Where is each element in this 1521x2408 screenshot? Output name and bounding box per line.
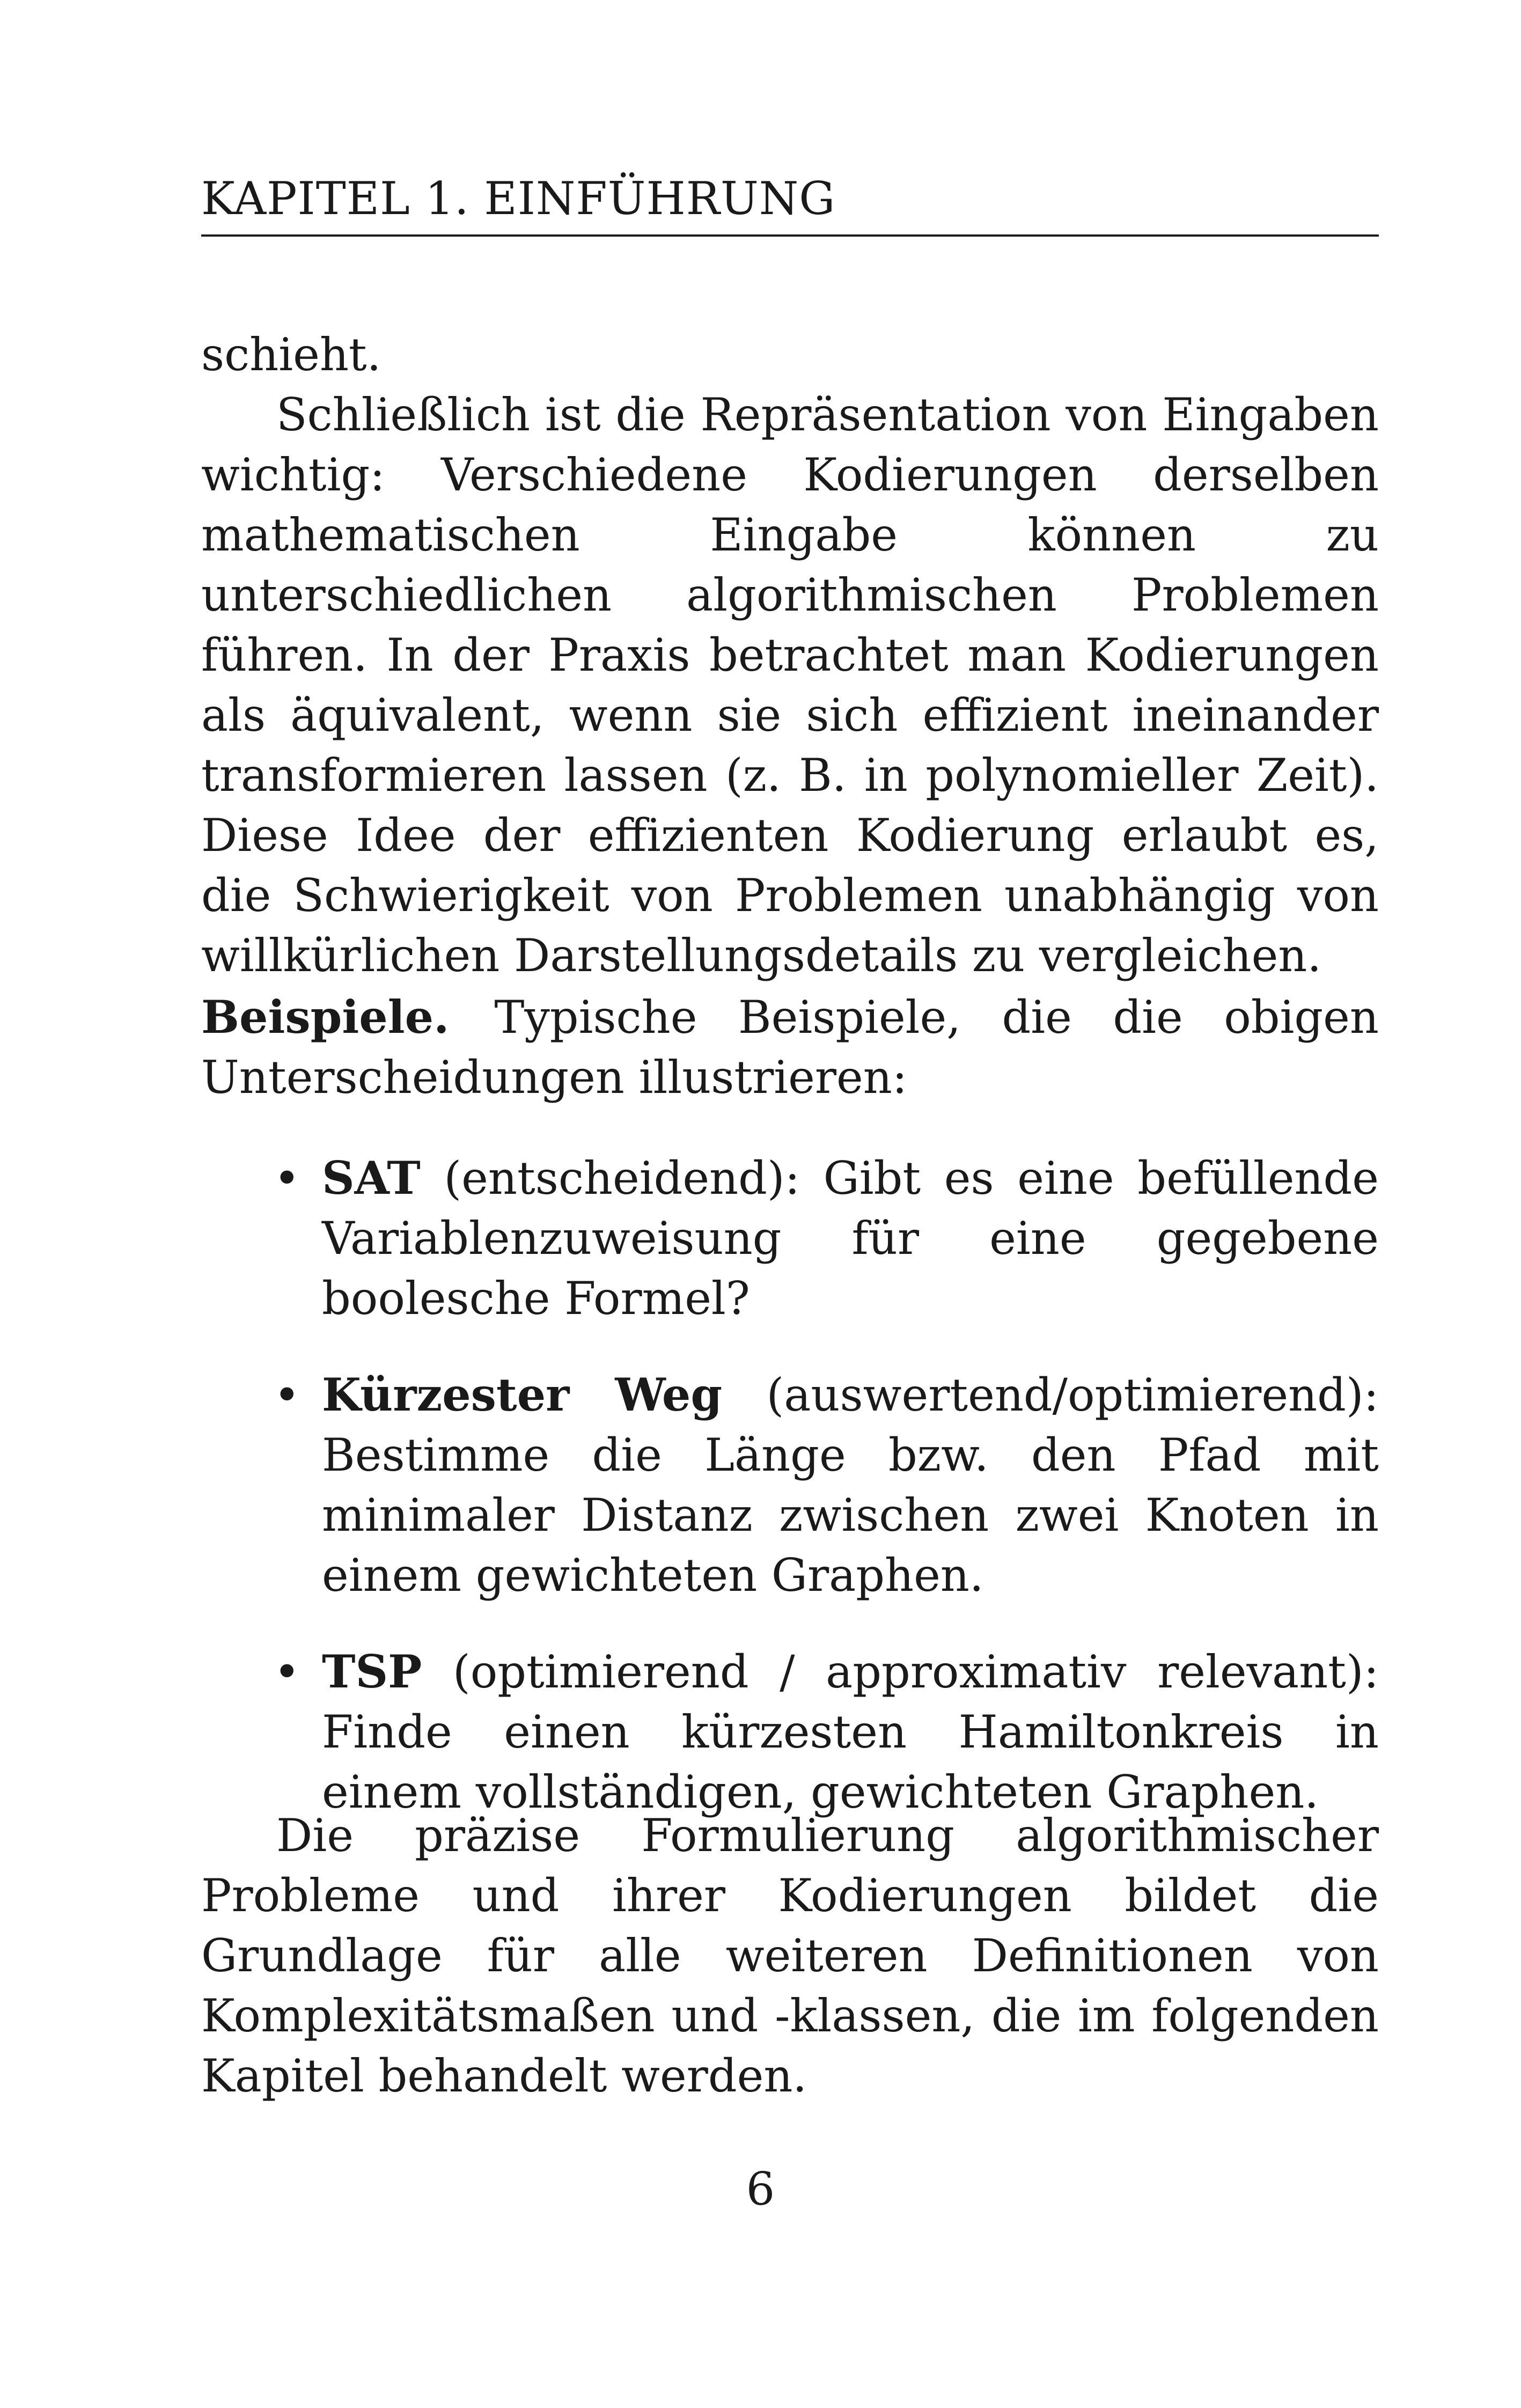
item-text: (auswertend/optimierend): Bestimme die Länge bzw. den Pfad mit minimaler Distanz zwischen zwei Knoten in einem gewichteten Graphen. (322, 1369, 1379, 1602)
body-text-bottom (201, 1805, 1379, 2106)
bullet-icon: • (274, 1152, 300, 1205)
page-number: 6 (746, 2163, 775, 2215)
list-item (201, 1148, 1379, 1328)
bullet-icon: • (274, 1369, 300, 1421)
item-text: (entscheidend): Gibt es eine befüllende Variablenzuweisung für eine gegebene boolesche Formel? (322, 1152, 1379, 1325)
header-rule (201, 234, 1379, 237)
examples-list (201, 1148, 1379, 1859)
examples-intro (201, 987, 1379, 1107)
paragraph-continuation: schieht. (201, 328, 381, 381)
paragraph-representation: Schließlich ist die Repräsentation von Eingaben wichtig: Verschiedene Kodierungen derselben mathematischen Eingabe können zu unterschiedlichen algorithmischen Problemen führen. In der Praxis betrachtet man Kodierungen als äquivalent, wenn sie sich effizient ineinander transformieren lassen (z. B. in polynomieller Zeit). Diese Idee der effizienten Kodierung erlaubt es, die Schwierigkeit von Problemen unabhängig von willkürlichen Darstellungsdetails zu vergleichen. (201, 388, 1379, 982)
item-term: SAT (322, 1151, 421, 1205)
item-text: (optimierend / approximativ relevant): Finde einen kürzesten Hamiltonkreis in einem vollständigen, gewichteten Graphen. (322, 1646, 1379, 1818)
examples-intro-text: Typische Beispiele, die die obigen Unterscheidungen illustrieren: (201, 991, 1379, 1104)
item-term: Kürzester Weg (322, 1368, 723, 1421)
list-item (201, 1365, 1379, 1605)
paragraph-conclusion: Die präzise Formulierung algorithmischer Probleme und ihrer Kodierungen bildet die Grundlage für alle weiteren Definitionen von Komplexitätsmaßen und -klassen, die im folgenden Kapitel behandelt werden. (201, 1809, 1379, 2102)
bullet-icon: • (274, 1646, 300, 1698)
list-item (201, 1642, 1379, 1822)
examples-paragraph (201, 987, 1379, 1107)
examples-heading: Beispiele. (201, 990, 450, 1044)
item-term: TSP (322, 1645, 422, 1698)
running-head: KAPITEL 1. EINFÜHRUNG (201, 172, 836, 225)
body-text-top (201, 325, 1379, 986)
